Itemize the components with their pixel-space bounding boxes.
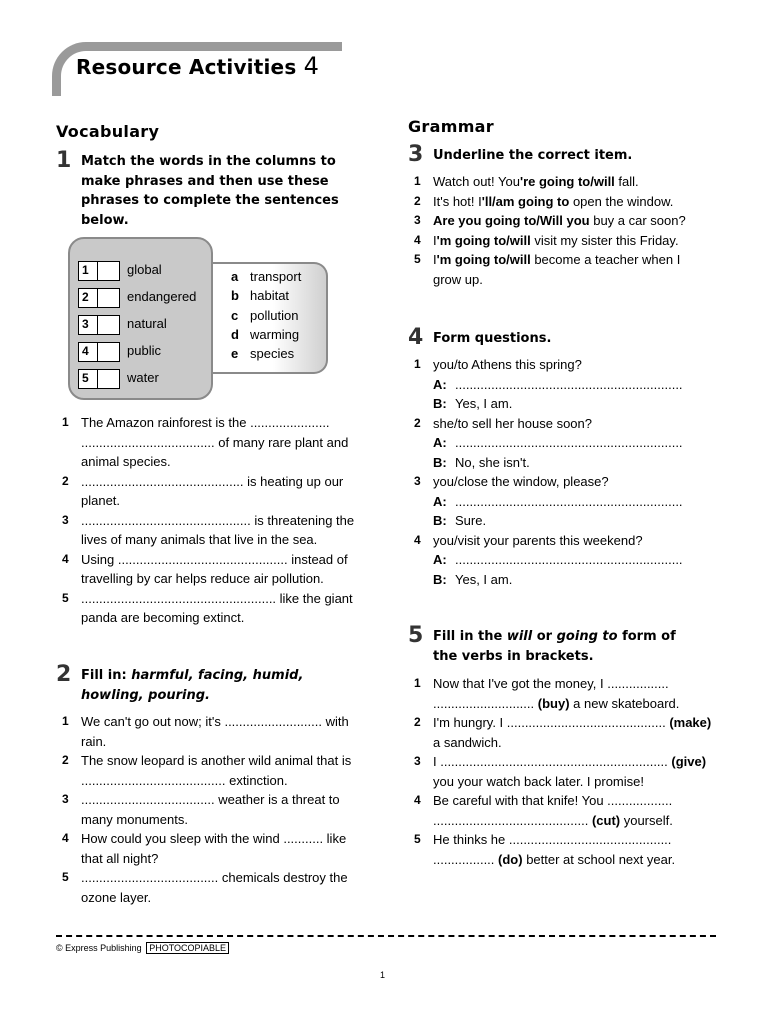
item-text: I ............................................................... — [433, 754, 668, 769]
question-prompt: you/to Athens this spring? — [433, 357, 582, 372]
verb-hint: (make) — [669, 715, 712, 730]
option-letter: c — [231, 308, 239, 323]
task-instruction — [81, 666, 361, 705]
task-instruction: Form questions. — [433, 331, 552, 346]
item-text: ..................................... weather is a threat to many monuments. — [81, 792, 340, 827]
reply-line — [433, 453, 708, 473]
answer-box[interactable] — [98, 369, 120, 389]
answer-box[interactable] — [98, 342, 120, 362]
reply-text: Yes, I am. — [455, 396, 513, 411]
verb-hint: (buy) — [537, 695, 570, 711]
list-item — [408, 531, 708, 590]
task-1-sentences — [56, 413, 364, 628]
list-item — [408, 414, 708, 473]
task-number: 3 — [408, 142, 424, 167]
list-item — [408, 355, 708, 414]
verb-hint: (give) — [671, 754, 707, 769]
item-text: Watch out! You — [433, 174, 520, 189]
list-item — [408, 211, 708, 231]
reply-line — [433, 511, 708, 531]
item-text: a sandwich. — [433, 734, 502, 750]
speaker-label: B: — [433, 454, 447, 470]
list-item — [56, 868, 364, 907]
list-item — [56, 472, 364, 511]
option-row — [231, 308, 298, 323]
list-item — [56, 511, 364, 550]
choice-text[interactable]: 'll/am going to — [481, 193, 570, 209]
footer-divider — [56, 935, 716, 937]
answer-blank[interactable]: ............................................................... — [455, 435, 683, 450]
list-item — [56, 751, 364, 790]
item-text: a new skateboard. — [569, 695, 680, 711]
task-number: 1 — [56, 148, 72, 173]
item-number: 4 — [62, 551, 69, 566]
verb-hint: (cut) — [591, 812, 621, 828]
item-text: ............................................... is threatening the lives of many animals that live in the sea. — [81, 512, 355, 547]
question-prompt: she/to sell her house soon? — [433, 415, 592, 431]
task-2-sentences — [56, 712, 364, 907]
answer-line — [433, 550, 708, 570]
item-text: ...................................... chemicals destroy the ozone layer. — [81, 870, 348, 905]
item-text: visit my sister this Friday. — [530, 232, 679, 248]
answer-line — [433, 433, 708, 453]
item-number: 1 — [414, 676, 421, 690]
list-item — [408, 791, 713, 830]
item-number: 3 — [414, 213, 421, 227]
footer — [56, 943, 229, 953]
option-letter: a — [231, 269, 239, 284]
answer-line — [433, 375, 708, 395]
instruction-text: form of the verbs in brackets. — [433, 629, 676, 664]
item-text: fall. — [614, 174, 639, 189]
task-4-items — [408, 355, 708, 589]
question-prompt: you/close the window, please? — [433, 474, 609, 489]
item-number: 2 — [414, 193, 421, 208]
match-word: water — [127, 370, 159, 385]
page-title-text: Resource Activities — [76, 55, 297, 79]
speaker-label: A: — [433, 376, 447, 392]
list-item — [56, 550, 364, 589]
item-text: I — [433, 232, 437, 248]
vocabulary-heading: Vocabulary — [56, 122, 160, 141]
reply-line — [433, 570, 708, 590]
photocopiable-badge: PHOTOCOPIABLE — [146, 942, 229, 954]
item-number: 5 — [62, 870, 69, 884]
item-number: 2 — [414, 415, 421, 430]
choice-text[interactable]: 're going to/will — [519, 174, 615, 189]
task-5-items — [408, 674, 713, 869]
match-number: 3 — [78, 315, 98, 335]
page-title-number: 4 — [303, 52, 320, 80]
question-prompt: you/visit your parents this weekend? — [433, 532, 643, 548]
list-item — [56, 790, 364, 829]
option-row — [231, 288, 289, 303]
match-number: 5 — [78, 369, 98, 389]
item-text: better at school next year. — [522, 851, 676, 867]
item-text: ...................................................... like the giant panda are becoming extinct. — [81, 590, 353, 625]
list-item — [408, 830, 713, 869]
item-number: 4 — [414, 532, 421, 547]
answer-box[interactable] — [98, 315, 120, 335]
task-number: 4 — [408, 325, 424, 350]
task-instruction — [433, 627, 703, 666]
choice-text[interactable]: 'm going to/will — [436, 252, 531, 267]
item-number: 3 — [414, 754, 421, 768]
list-item — [408, 752, 713, 791]
option-word: warming — [250, 327, 300, 342]
list-item — [56, 589, 364, 628]
list-item — [408, 713, 713, 752]
speaker-label: A: — [433, 493, 447, 509]
answer-box[interactable] — [98, 261, 120, 281]
list-item — [408, 674, 713, 713]
item-number: 1 — [62, 714, 69, 728]
item-text: It's hot! I — [433, 193, 482, 209]
item-text: Be careful with that knife! You .................. ........................................... — [433, 793, 673, 828]
option-word: transport — [250, 269, 302, 284]
item-text: yourself. — [620, 812, 673, 828]
match-word: natural — [127, 316, 167, 331]
instruction-words: harmful, facing, humid, howling, pouring. — [81, 668, 304, 703]
instruction-keyword: going to — [556, 629, 618, 644]
item-number: 3 — [414, 474, 421, 488]
item-text: He thinks he ............................................. ................. — [433, 832, 672, 867]
list-item — [408, 231, 708, 251]
list-item — [408, 172, 708, 192]
option-row — [231, 346, 294, 361]
speaker-label: B: — [433, 396, 447, 411]
option-word: habitat — [250, 288, 290, 303]
item-text: buy a car soon? — [589, 213, 686, 228]
match-word: global — [127, 262, 162, 277]
task-instruction: Match the words in the columns to make phrases and then use these phrases to complete the sentences below. — [81, 154, 339, 228]
option-row — [231, 269, 301, 284]
item-text: I'm hungry. I ............................................ — [433, 715, 666, 730]
task-3-items — [408, 172, 708, 289]
task-number: 2 — [56, 662, 72, 687]
option-row — [231, 327, 299, 342]
answer-box[interactable] — [98, 288, 120, 308]
item-text: The Amazon rainforest is the ...................... ..................................... of many rare plant and animal species. — [81, 415, 349, 469]
list-item — [56, 712, 364, 751]
item-number: 1 — [414, 174, 421, 188]
grammar-heading: Grammar — [408, 117, 494, 136]
list-item — [408, 192, 708, 212]
option-letter: b — [231, 288, 239, 303]
reply-text: Sure. — [455, 513, 487, 528]
verb-hint: (do) — [498, 851, 523, 867]
item-number: 5 — [414, 832, 421, 846]
list-item — [408, 250, 708, 289]
item-number: 2 — [62, 753, 69, 767]
speaker-label: A: — [433, 552, 447, 567]
task-number: 5 — [408, 623, 424, 648]
list-item — [56, 413, 364, 472]
item-number: 1 — [62, 415, 69, 429]
item-text: Now that I've got the money, I ................. ............................ — [433, 676, 669, 711]
item-text: I — [433, 252, 437, 267]
copyright-text: © Express Publishing — [56, 943, 142, 953]
item-number: 2 — [62, 473, 69, 488]
item-number: 4 — [62, 831, 69, 845]
match-number: 4 — [78, 342, 98, 362]
item-text: you your watch back later. I promise! — [433, 773, 644, 789]
match-word: public — [127, 343, 161, 358]
option-word: pollution — [250, 308, 299, 323]
speaker-label: B: — [433, 571, 447, 587]
page-title — [76, 52, 319, 80]
instruction-text: Fill in the — [433, 629, 507, 644]
speaker-label: A: — [433, 435, 447, 450]
option-letter: e — [231, 346, 239, 361]
item-number: 3 — [62, 792, 69, 806]
item-number: 5 — [62, 590, 69, 605]
item-text: open the window. — [569, 193, 674, 209]
item-number: 1 — [414, 357, 421, 371]
reply-line — [433, 394, 708, 414]
choice-text[interactable]: Are you going to/Will you — [433, 213, 590, 228]
answer-blank[interactable]: ............................................................... — [455, 552, 683, 567]
item-number: 3 — [62, 512, 69, 527]
answer-blank[interactable]: ............................................................... — [455, 493, 683, 509]
item-text: become a teacher when I grow up. — [433, 252, 681, 287]
option-letter: d — [231, 327, 239, 342]
answer-blank[interactable]: ............................................................... — [455, 376, 683, 392]
task-instruction: Underline the correct item. — [433, 148, 633, 163]
item-number: 5 — [414, 252, 421, 266]
speaker-label: B: — [433, 513, 447, 528]
item-text: ............................................. is heating up our planet. — [81, 473, 344, 508]
instruction-text: or — [532, 629, 557, 644]
instruction-prefix: Fill in: — [81, 668, 127, 683]
reply-text: Yes, I am. — [455, 571, 513, 587]
match-word: endangered — [127, 289, 197, 304]
choice-text[interactable]: 'm going to/will — [436, 232, 531, 248]
item-text: How could you sleep with the wind ........... like that all night? — [81, 831, 347, 866]
list-item — [408, 472, 708, 531]
list-item — [56, 829, 364, 868]
option-word: species — [250, 346, 295, 361]
item-text: We can't go out now; it's ........................... with rain. — [81, 714, 349, 749]
item-number: 4 — [414, 232, 421, 247]
item-text: The snow leopard is another wild animal that is ........................................ extinction. — [81, 753, 352, 788]
answer-line — [433, 492, 708, 512]
item-number: 2 — [414, 715, 421, 729]
match-number: 2 — [78, 288, 98, 308]
instruction-keyword: will — [506, 629, 533, 644]
page-number: 1 — [380, 970, 386, 980]
item-text: Using ............................................... instead of travelling by car helps reduce air pollution. — [81, 551, 348, 586]
match-number: 1 — [78, 261, 98, 281]
item-number: 4 — [414, 793, 421, 807]
reply-text: No, she isn't. — [455, 454, 530, 470]
